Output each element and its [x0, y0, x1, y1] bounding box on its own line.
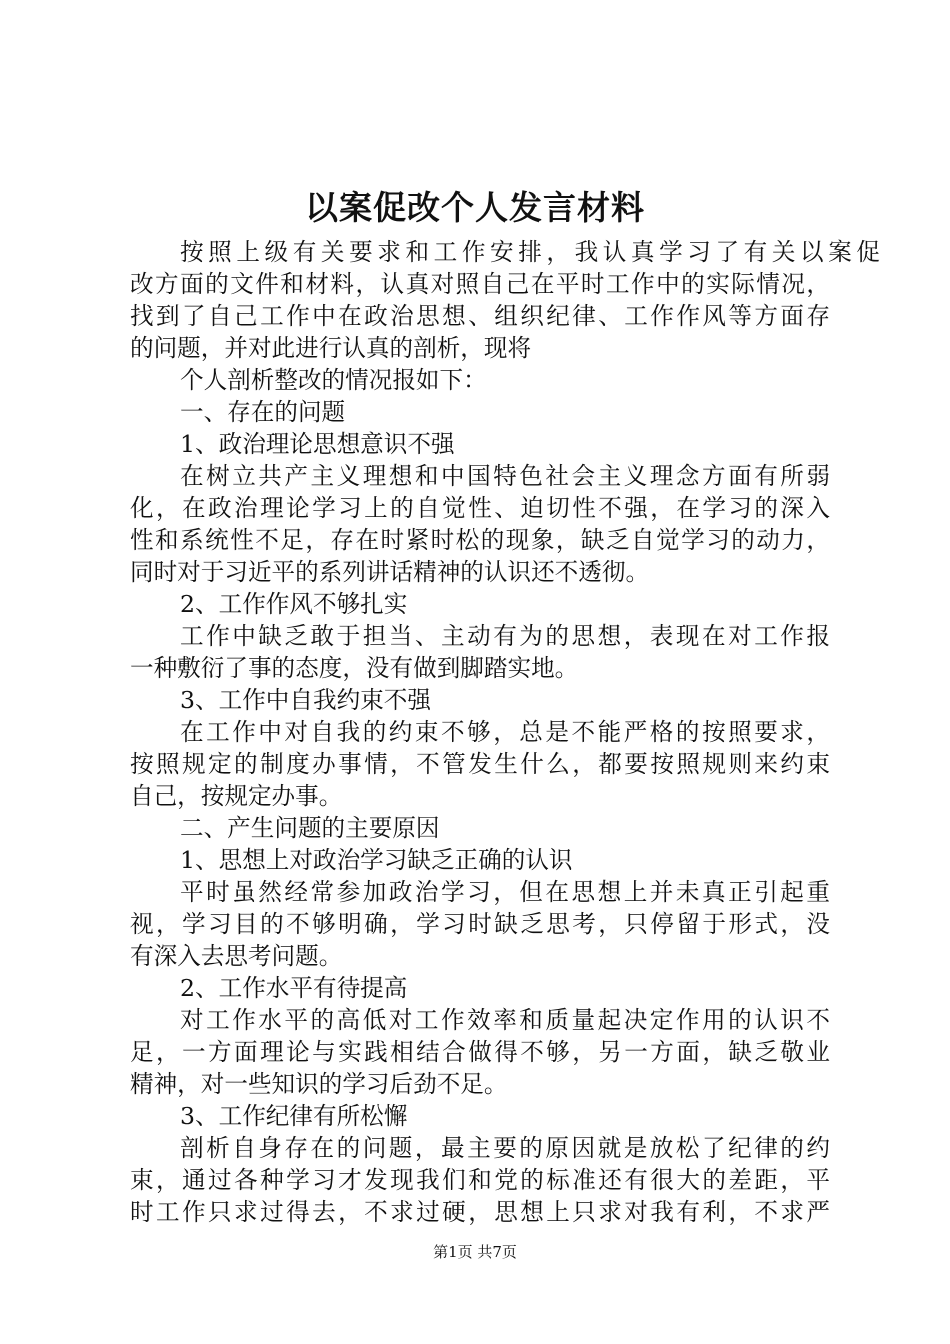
body-line: 时工作只求过得去，不求过硬，思想上只求对我有利，不求严	[130, 1198, 830, 1226]
body-line: 视，学习目的不够明确，学习时缺乏思考，只停留于形式，没	[130, 910, 830, 938]
subsection-heading: 3、工作中自我约束不强	[180, 686, 431, 714]
body-line: 平时虽然经常参加政治学习，但在思想上并未真正引起重	[180, 878, 830, 906]
body-line: 有深入去思考问题。	[130, 942, 343, 970]
body-line: 的问题，并对此进行认真的剖析，现将	[130, 334, 532, 362]
body-line: 个人剖析整改的情况报如下：	[180, 366, 487, 394]
subsection-heading: 1、思想上对政治学习缺乏正确的认识	[180, 846, 573, 874]
section-heading: 一、存在的问题	[180, 398, 346, 426]
body-line: 按照上级有关要求和工作安排，我认真学习了有关以案促	[180, 238, 880, 266]
body-line: 找到了自己工作中在政治思想、组织纪律、工作作风等方面存	[130, 302, 830, 330]
subsection-heading: 2、工作作风不够扎实	[180, 590, 408, 618]
subsection-heading: 2、工作水平有待提高	[180, 974, 408, 1002]
section-heading: 二、产生问题的主要原因	[180, 814, 440, 842]
body-line: 性和系统性不足，存在时紧时松的现象，缺乏自觉学习的动力，	[130, 526, 830, 554]
body-line: 同时对于习近平的系列讲话精神的认识还不透彻。	[130, 558, 650, 586]
subsection-heading: 3、工作纪律有所松懈	[180, 1102, 408, 1130]
body-line: 对工作水平的高低对工作效率和质量起决定作用的认识不	[180, 1006, 830, 1034]
document-title: 以案促改个人发言材料	[305, 188, 645, 227]
body-line: 工作中缺乏敢于担当、主动有为的思想，表现在对工作报	[180, 622, 830, 650]
body-line: 剖析自身存在的问题，最主要的原因就是放松了纪律的约	[180, 1134, 830, 1162]
page-number-footer: 第1页 共7页	[433, 1243, 517, 1261]
body-line: 按照规定的制度办事情，不管发生什么，都要按照规则来约束	[130, 750, 830, 778]
body-line: 化，在政治理论学习上的自觉性、迫切性不强，在学习的深入	[130, 494, 830, 522]
body-line: 在工作中对自我的约束不够，总是不能严格的按照要求，	[180, 718, 830, 746]
body-line: 一种敷衍了事的态度，没有做到脚踏实地。	[130, 654, 579, 682]
body-line: 束，通过各种学习才发现我们和党的标准还有很大的差距，平	[130, 1166, 830, 1194]
subsection-heading: 1、政治理论思想意识不强	[180, 430, 455, 458]
body-line: 改方面的文件和材料，认真对照自己在平时工作中的实际情况，	[130, 270, 830, 298]
body-line: 在树立共产主义理想和中国特色社会主义理念方面有所弱	[180, 462, 830, 490]
body-line: 足，一方面理论与实践相结合做得不够，另一方面，缺乏敬业	[130, 1038, 830, 1066]
body-line: 自己，按规定办事。	[130, 782, 343, 810]
body-line: 精神，对一些知识的学习后劲不足。	[130, 1070, 508, 1098]
